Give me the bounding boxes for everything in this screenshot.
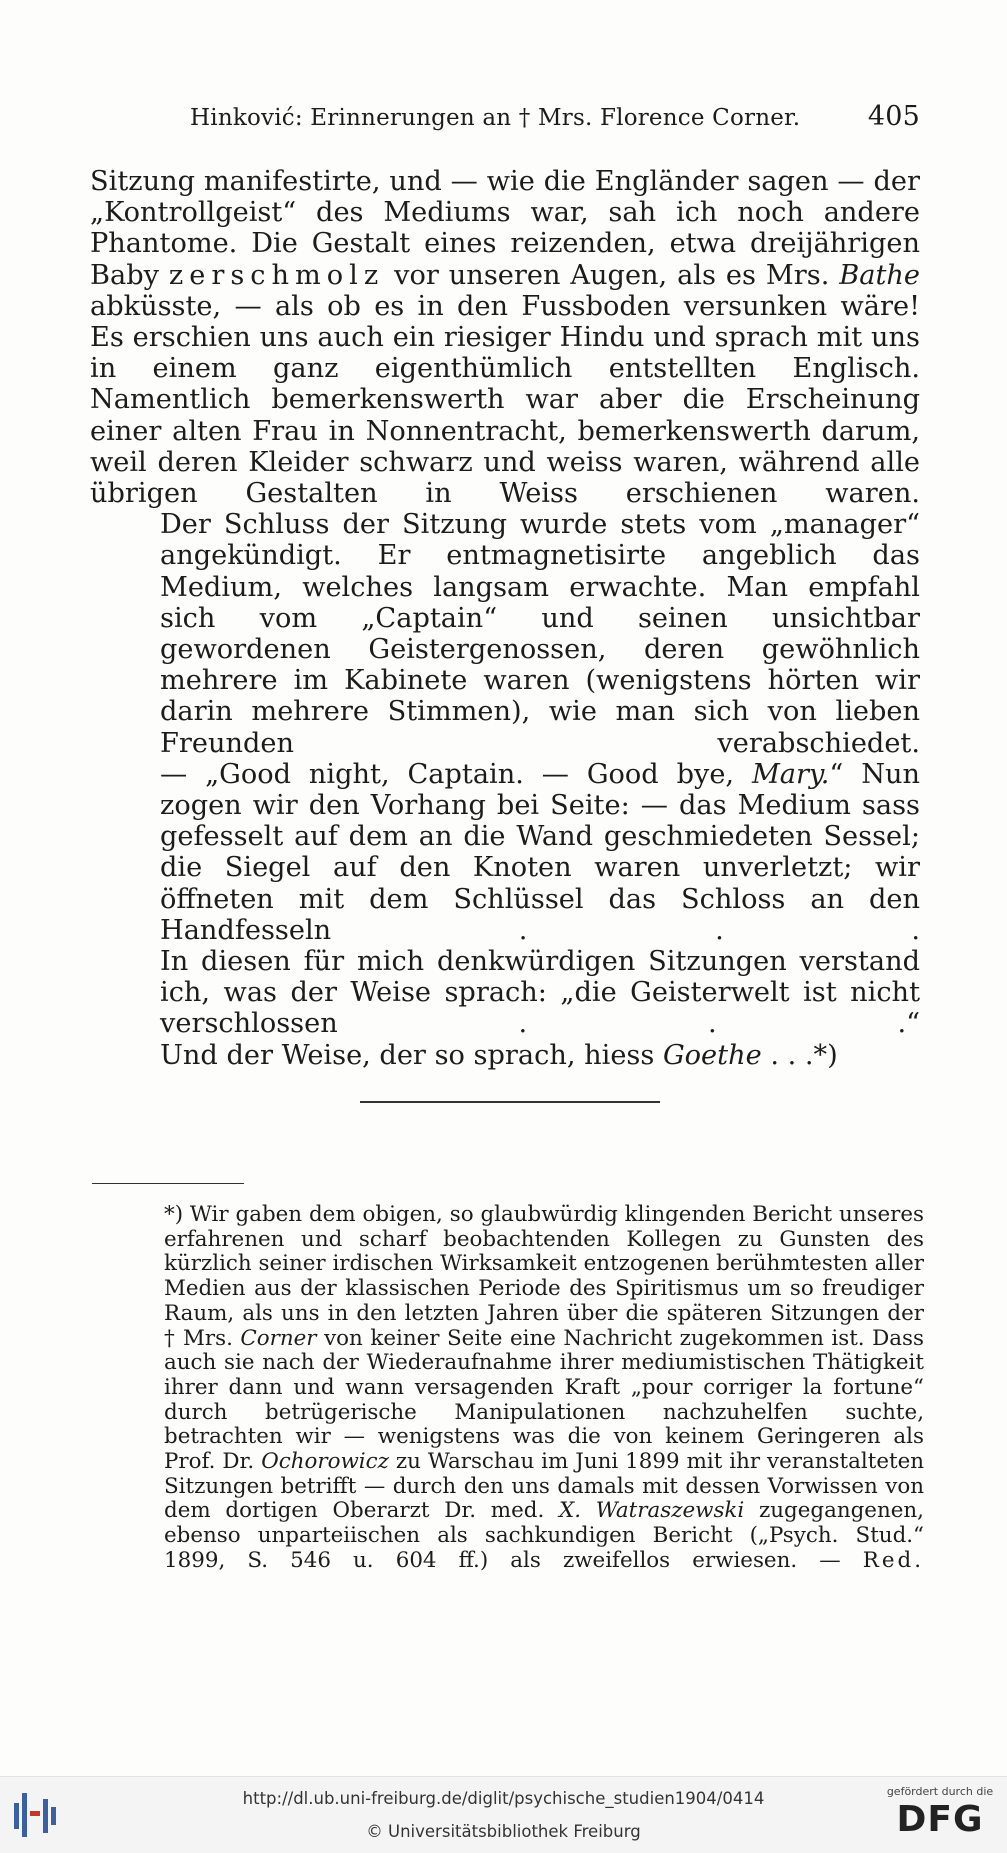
italic-name: Corner xyxy=(240,1325,317,1351)
footnote xyxy=(94,1203,924,1574)
text-run: von keiner Seite eine Nachricht zugekommen ist. Dass auch sie nach der Wiederaufnahme ihrer mediumistischen Thätigkeit ihrer dann und wann versagenden Kraft „pour corriger la fortune“ durch betrügerische Manipulationen nachzuhelfen suchte, betrachten wir — wenigstens was die von keinem Geringeren als Prof. Dr. xyxy=(164,1325,924,1475)
text-run: — „Good night, Captain. — Good bye, xyxy=(160,758,752,790)
editorial-signature: Red. xyxy=(862,1547,924,1573)
dfg-logo-text: DFG xyxy=(896,1799,984,1840)
paragraph-3 xyxy=(90,759,920,946)
text-run: Sitzung manifestirte, und — wie die Engländer sagen — der „Kontrollgeist“ des Mediums war, sah ich noch andere Phantome. Die Gestalt eines reizenden, etwa dreijährigen Baby xyxy=(90,166,920,291)
paragraph-1 xyxy=(90,166,920,509)
page-number: 405 xyxy=(867,101,920,132)
text-run: *) Wir gaben dem obigen, so glaubwürdig klingenden Bericht unseres erfahrenen und scharf beobachtenden Kollegen zu Gunsten des kürzlich seiner irdischen Wirksamkeit entzogenen berühmtesten aller Medien aus der klassischen Periode des Spiritismus um so freudiger Raum, als uns in den letzten Jahren über die späteren Sitzungen der † Mrs. xyxy=(164,1202,924,1351)
running-title: Hinković: Erinnerungen an † Mrs. Florence Corner. xyxy=(190,105,801,131)
document-url-link[interactable]: http://dl.ub.uni-freiburg.de/diglit/psychische_studien1904/0414 xyxy=(242,1789,765,1808)
running-header xyxy=(190,101,920,132)
text-run: . . .*) xyxy=(761,1039,838,1071)
viewer-footer xyxy=(0,1776,1007,1853)
text-run: Und der Weise, der so sprach, hiess xyxy=(160,1039,663,1071)
italic-name: X. Watraszewski xyxy=(559,1498,745,1524)
italic-name: Goethe xyxy=(662,1039,762,1071)
section-divider xyxy=(360,1101,660,1103)
text-run: zu Warschau im Juni 1899 mit ihr veranstalteten Sitzungen betrifft — durch den uns damals mit dessen Vorwissen von dem dortigen Oberarzt Dr. med. xyxy=(164,1449,925,1524)
dfg-funding-logo xyxy=(885,1785,995,1842)
paragraph-5 xyxy=(90,1040,920,1071)
text-run: abküsste, — als ob es in den Fussboden versunken wäre! Es erschien uns auch ein riesiger Hindu und sprach mit uns in einem ganz eigenthümlich entstellten Englisch. Namentlich bemerkenswerth war aber die Erscheinung einer alten Frau in Nonnentracht, bemerkenswerth darum, weil deren Kleider schwarz und weiss waren, während alle übrigen Gestalten in Weiss erschienen waren. xyxy=(90,290,920,510)
text-run: vor unseren Augen, als es Mrs. xyxy=(384,259,840,291)
italic-name: Mary. xyxy=(751,758,830,790)
spaced-word: zerschmolz xyxy=(168,259,385,291)
copyright-notice: © Universitätsbibliothek Freiburg xyxy=(366,1822,641,1841)
italic-name: Ochorowicz xyxy=(261,1449,389,1475)
text-run: “ Nun zogen wir den Vorhang bei Seite: — das Medium sass gefesselt auf dem an die Wand geschmiedeten Sessel; die Siegel auf den Knoten waren unverletzt; wir öffneten mit dem Schlüssel das Schloss an den Handfesseln . . . xyxy=(160,758,921,946)
footnote-divider xyxy=(92,1183,244,1184)
footnote-paragraph xyxy=(94,1203,924,1574)
paragraph-4: In diesen für mich denkwürdigen Sitzungen verstand ich, was der Weise sprach: „die Geisterwelt ist nicht verschlossen . . .“ xyxy=(160,946,920,1040)
body-text xyxy=(90,166,920,1071)
italic-name: Bathe xyxy=(839,259,921,291)
text-run: zugegangenen, ebenso unparteiischen als sachkundigen Bericht („Psych. Stud.“ 1899, S. 546 u. 604 ff.) als zweifellos erwiesen. — xyxy=(164,1498,924,1573)
paragraph-2: Der Schluss der Sitzung wurde stets vom „manager“ angekündigt. Er entmagnetisirte angeblich das Medium, welches langsam erwachte. Man empfahl sich vom „Captain“ und seinen unsichtbar gewordenen Geistergenossen, deren gewöhnlich mehrere im Kabinete waren (wenigstens hörten wir darin mehrere Stimmen), wie man sich von lieben Freunden verabschiedet. xyxy=(160,509,920,759)
funded-by-label: gefördert durch die xyxy=(886,1785,994,1798)
